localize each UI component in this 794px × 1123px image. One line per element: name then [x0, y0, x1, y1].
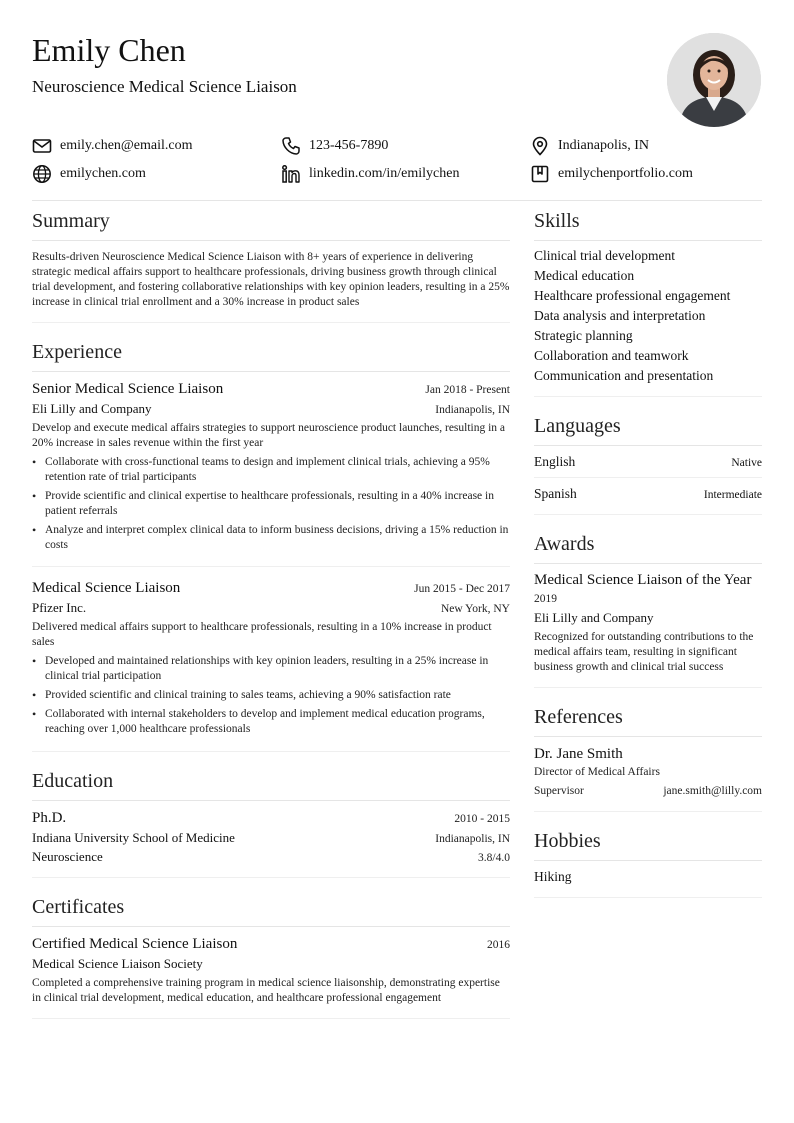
- header-divider: [32, 200, 762, 201]
- contact-phone[interactable]: [281, 136, 388, 156]
- contact-linkedin[interactable]: [281, 164, 459, 184]
- language-level: Intermediate: [703, 489, 762, 501]
- section-end-divider: [534, 811, 762, 812]
- language-level: Native: [731, 457, 762, 469]
- school: Indiana University School of Medicine: [32, 830, 235, 845]
- education-entry: [32, 808, 510, 877]
- language-name: Spanish: [534, 486, 577, 501]
- skills-section: [534, 208, 762, 397]
- job-location: Indianapolis, IN: [435, 404, 510, 416]
- portfolio-text[interactable]: emilychenportfolio.com: [558, 166, 693, 181]
- awards-title: Awards: [534, 533, 595, 555]
- certificate-description: Completed a comprehensive training program in medical science liaisonship, demonstrating expertise in clinical trial development, medical education, and healthcare professional engagement: [32, 977, 500, 1004]
- award-entry: [534, 571, 762, 687]
- job-dates: Jun 2015 - Dec 2017: [414, 583, 510, 595]
- entry-divider: [32, 566, 510, 567]
- contact-portfolio[interactable]: [530, 164, 693, 184]
- school-location: Indianapolis, IN: [435, 833, 510, 845]
- linkedin-text[interactable]: linkedin.com/in/emilychen: [309, 166, 460, 181]
- skill-item: Strategic planning: [534, 328, 633, 343]
- job-company: Pfizer Inc.: [32, 600, 87, 615]
- job-bullet: • Analyze and interpret complex clinical data to inform business decisions, driving a 15% reduction in costs: [32, 523, 510, 553]
- education-dates: 2010 - 2015: [454, 813, 510, 825]
- section-divider: [32, 371, 510, 372]
- globe-icon: [32, 164, 52, 184]
- job-bullet: • Provide scientific and clinical expertise to healthcare professionals, resulting in a 40% increase in patient referrals: [32, 489, 510, 519]
- section-divider: [534, 736, 762, 737]
- hobby-item: Hiking: [534, 869, 572, 884]
- job-company: Eli Lilly and Company: [32, 401, 152, 416]
- skill-item: Data analysis and interpretation: [534, 308, 706, 323]
- reference-name: Dr. Jane Smith: [534, 746, 623, 762]
- section-divider: [32, 240, 510, 241]
- side-column: [534, 208, 762, 898]
- job-bullets: [32, 455, 510, 553]
- avatar: [667, 33, 761, 127]
- gpa: 3.8/4.0: [478, 852, 510, 864]
- award-description: Recognized for outstanding contributions to the medical affairs team, resulting in significant business growth and clinical trial success: [534, 631, 754, 673]
- references-title: References: [534, 706, 623, 728]
- section-end-divider: [534, 514, 762, 515]
- certificate-issuer: Medical Science Liaison Society: [32, 956, 203, 971]
- references-section: [534, 704, 762, 812]
- job-entry: [32, 578, 510, 751]
- job-bullet: • Developed and maintained relationships with key opinion leaders, resulting in a 25% increase in clinical trial participation: [32, 654, 510, 684]
- section-end-divider: [32, 751, 510, 752]
- reference-entry: [534, 744, 762, 811]
- section-end-divider: [534, 897, 762, 898]
- job-bullet: • Collaborate with cross-functional teams to design and implement clinical trials, achieving a 95% retention rate of trial participants: [32, 455, 510, 485]
- portfolio-icon: [530, 164, 550, 184]
- experience-section: [32, 339, 510, 752]
- certificates-section: [32, 894, 510, 1019]
- skills-title: Skills: [534, 210, 580, 232]
- mail-icon: [32, 136, 52, 156]
- hobbies-list: [534, 867, 762, 897]
- languages-title: Languages: [534, 415, 621, 437]
- skill-item: Communication and presentation: [534, 368, 714, 383]
- skills-list: [534, 246, 762, 396]
- map-pin-icon: [530, 136, 550, 156]
- job-title: Medical Science Liaison: [32, 580, 181, 596]
- skill-item: Healthcare professional engagement: [534, 288, 731, 303]
- contact-email[interactable]: [32, 136, 193, 156]
- section-end-divider: [534, 687, 762, 688]
- hobbies-section: [534, 828, 762, 898]
- section-end-divider: [534, 396, 762, 397]
- website-text[interactable]: emilychen.com: [60, 166, 146, 181]
- candidate-headline: Neuroscience Medical Science Liaison: [32, 77, 297, 96]
- summary-title: Summary: [32, 210, 110, 232]
- section-end-divider: [32, 1018, 510, 1019]
- job-bullet: • Provided scientific and clinical training to sales teams, achieving a 90% satisfaction rate: [32, 688, 510, 703]
- main-column: [32, 208, 510, 1019]
- job-location: New York, NY: [440, 603, 510, 615]
- section-divider: [534, 240, 762, 241]
- language-name: English: [534, 454, 576, 469]
- job-description: Develop and execute medical affairs strategies to support neuroscience product launches, resulting in a 20% increase in sales revenue within the first year: [32, 422, 506, 449]
- section-end-divider: [32, 877, 510, 878]
- section-divider: [534, 860, 762, 861]
- avatar-portrait-icon: [667, 33, 761, 127]
- skill-item: Medical education: [534, 268, 635, 283]
- hobbies-title: Hobbies: [534, 830, 601, 852]
- degree: Ph.D.: [32, 810, 67, 826]
- reference-email[interactable]: jane.smith@lilly.com: [663, 785, 762, 797]
- phone-icon: [281, 136, 301, 156]
- awards-section: [534, 531, 762, 688]
- skill-item: Clinical trial development: [534, 248, 675, 263]
- phone-text[interactable]: 123-456-7890: [309, 138, 389, 153]
- job-bullet: • Collaborated with internal stakeholders to develop and implement medical education programs, reaching over 1,000 healthcare professionals: [32, 707, 510, 737]
- certificates-title: Certificates: [32, 896, 125, 918]
- award-year: 2019: [534, 593, 557, 605]
- language-row: [534, 478, 762, 514]
- field-of-study: Neuroscience: [32, 849, 103, 864]
- contact-location: [530, 136, 649, 156]
- language-row: [534, 446, 762, 477]
- job-dates: Jan 2018 - Present: [425, 384, 510, 396]
- summary-text: Results-driven Neuroscience Medical Science Liaison with 8+ years of experience in delivering strategic medical affairs support to healthcare professionals, driving business growth through clinical trial development, and fostering collaborative relationships with key opinion leaders, resulting in a 25% increase in clinical trial enrollment and a 30% increase in product sales: [32, 251, 510, 308]
- education-title: Education: [32, 770, 114, 792]
- section-divider: [32, 800, 510, 801]
- linkedin-icon: [281, 164, 301, 184]
- job-description: Delivered medical affairs support to healthcare professionals, resulting in a 10% increase in product sales: [32, 621, 492, 648]
- contact-website[interactable]: [32, 164, 146, 184]
- job-title: Senior Medical Science Liaison: [32, 381, 224, 397]
- award-name: Medical Science Liaison of the Year: [534, 572, 752, 588]
- job-entry: [32, 379, 510, 566]
- job-bullets: [32, 654, 510, 737]
- experience-title: Experience: [32, 341, 122, 363]
- award-org: Eli Lilly and Company: [534, 610, 654, 625]
- reference-relation: Supervisor: [534, 785, 584, 797]
- candidate-name: Emily Chen: [32, 32, 186, 68]
- section-divider: [534, 563, 762, 564]
- certificate-year: 2016: [487, 939, 510, 951]
- certificate-name: Certified Medical Science Liaison: [32, 936, 238, 952]
- reference-role: Director of Medical Affairs: [534, 766, 660, 778]
- summary-section: [32, 208, 510, 323]
- section-divider: [32, 926, 510, 927]
- education-section: [32, 768, 510, 878]
- skill-item: Collaboration and teamwork: [534, 348, 689, 363]
- email-text[interactable]: emily.chen@email.com: [60, 138, 193, 153]
- location-text: Indianapolis, IN: [558, 138, 649, 153]
- section-end-divider: [32, 322, 510, 323]
- languages-section: [534, 413, 762, 515]
- certificate-entry: [32, 934, 510, 1018]
